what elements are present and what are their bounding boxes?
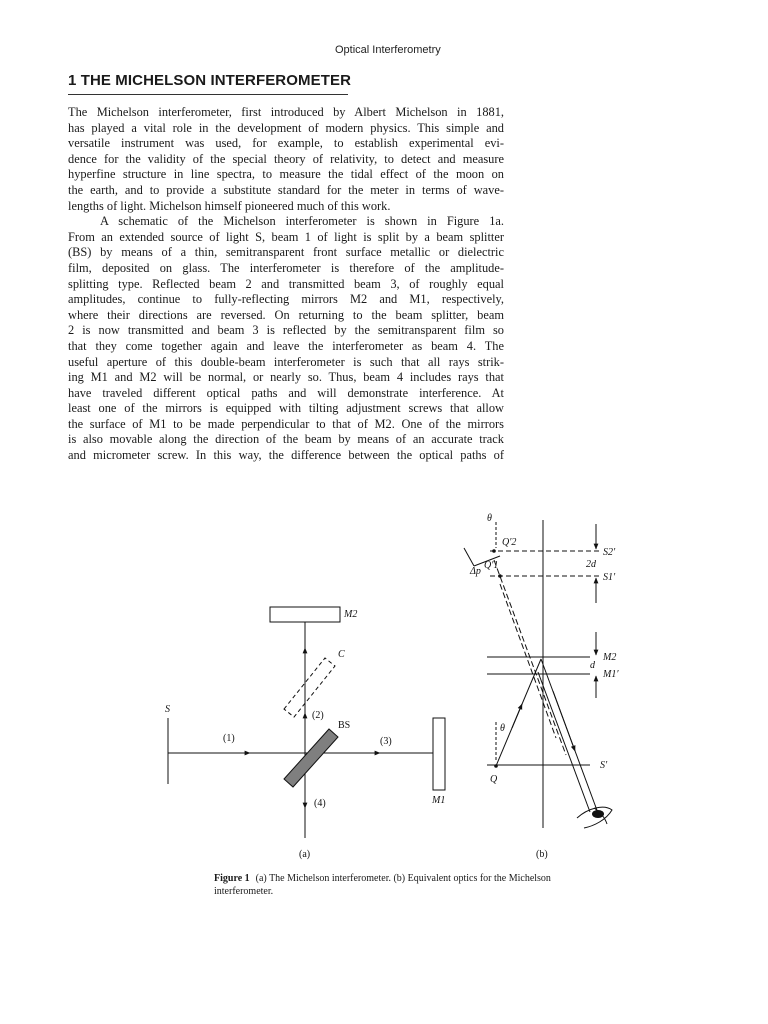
section-title-rule [68,94,348,95]
ray-reflected-2 [538,672,590,812]
text-line: and micrometer screw. In this way, the difference between the optical paths of [68,448,504,463]
panel-b-label: (b) [536,849,548,860]
d-label: d [590,660,595,671]
text-line: dence for the validity of the special theory of relativity, to detect and measure [68,151,504,166]
figure-caption [214,872,594,898]
theta-mid-label: θ [500,723,505,734]
section-title: 1 THE MICHELSON INTERFEROMETER [68,72,352,89]
ray-q-arrow [512,704,522,728]
beam-splitter-label: BS [338,720,351,731]
text-line: the earth, and to provide a substitute standard for the meter in terms of wave- [68,182,504,197]
q1p-label: Q′1 [484,560,499,571]
text-line: versatile instrument was used, for example, to establish experimental evi- [68,136,504,151]
eye-icon [592,810,604,818]
figure-1 [150,505,630,865]
figure-caption-label: Figure 1 [214,873,250,884]
s1p-label: S1′ [603,572,616,583]
q2p-label: Q′2 [502,537,517,548]
s2p-label: S2′ [603,547,616,558]
panel-a [168,607,445,838]
m1p-label: M1′ [603,669,619,680]
beam-2-label: (2) [312,710,324,721]
m2-label: M2 [603,652,617,663]
text-line: least one of the mirrors is equipped with tilting adjustment screws that allow [68,401,504,416]
beam-3-label: (3) [380,736,392,747]
mirror-m1-label: M1 [432,795,446,806]
text-line: is also movable along the direction of the beam by means of an accurate track [68,432,504,447]
mirror-m1 [433,718,445,790]
mirror-m2 [270,607,340,622]
figure-caption-text: (a) The Michelson interferometer. (b) Equivalent optics for the Michelson interferometer. [214,873,551,897]
text-line: From an extended source of light S, beam 1 of light is split by a beam splitter [68,229,504,244]
text-line: has played a vital role in the development of modern physics. This simple and [68,120,504,135]
text-line: that they come together again and leave the interferometer as beam 4. The [68,338,504,353]
virtual-ray-q1 [500,584,556,738]
text-line: the surface of M1 to be made perpendicular to that of M2. One of the mirrors [68,416,504,431]
text-line: have traveled different optical paths and will demonstrate interference. At [68,385,504,400]
text-line: film, deposited on glass. The interferometer is therefore of the amplitude- [68,260,504,275]
point-q2p [492,549,496,553]
q-label: Q [490,774,498,785]
body-paragraphs [68,105,504,464]
text-line: (BS) by means of a thin, semitransparent front surface metallic or dielectric [68,245,504,260]
text-line: splitting type. Reflected beam 2 and transmitted beam 3, of roughly equal [68,276,504,291]
source-label: S [165,704,170,715]
text-line: hyperfine structure in line spectra, to measure the tidal effect of the moon on [68,167,504,182]
compensator-label: C [338,649,345,660]
figure-1-diagram [150,505,630,865]
text-line: 2 is now transmitted and beam 3 is reflected by the semitransparent film so [68,323,504,338]
text-line: useful aperture of this double-beam interferometer is such that all rays strik- [68,354,504,369]
beam-1-label: (1) [223,733,235,744]
sp-label: S′ [600,760,608,771]
theta-top-label: θ [487,513,492,524]
text-line: A schematic of the Michelson interferometer is shown in Figure 1a. [100,214,504,229]
mirror-m2-label: M2 [344,609,358,620]
point-q [494,764,498,768]
point-q1p [498,574,502,578]
panel-a-label: (a) [299,849,311,860]
delta-p-label: Δp [470,566,481,577]
text-line: The Michelson interferometer, first introduced by Albert Michelson in 1881, [68,105,504,119]
running-head: Optical Interferometry [335,44,441,56]
eye-outline [577,807,612,828]
delta-p-arrow [464,548,474,566]
beam-4-label: (4) [314,798,326,809]
compensator-plate [284,658,335,717]
text-line: where their directions are reversed. On returning to the beam splitter, beam [68,307,504,322]
two-d-label: 2d [586,559,596,570]
text-line: ing M1 and M2 will be normal, or nearly so. Thus, beam 4 includes rays that [68,370,504,385]
text-line: amplitudes, continue to fully-reflecting mirrors M2 and M1, respectively, [68,292,504,307]
text-line: lengths of light. Michelson himself pioneered much of this work. [68,198,391,213]
beam-splitter [284,729,338,787]
